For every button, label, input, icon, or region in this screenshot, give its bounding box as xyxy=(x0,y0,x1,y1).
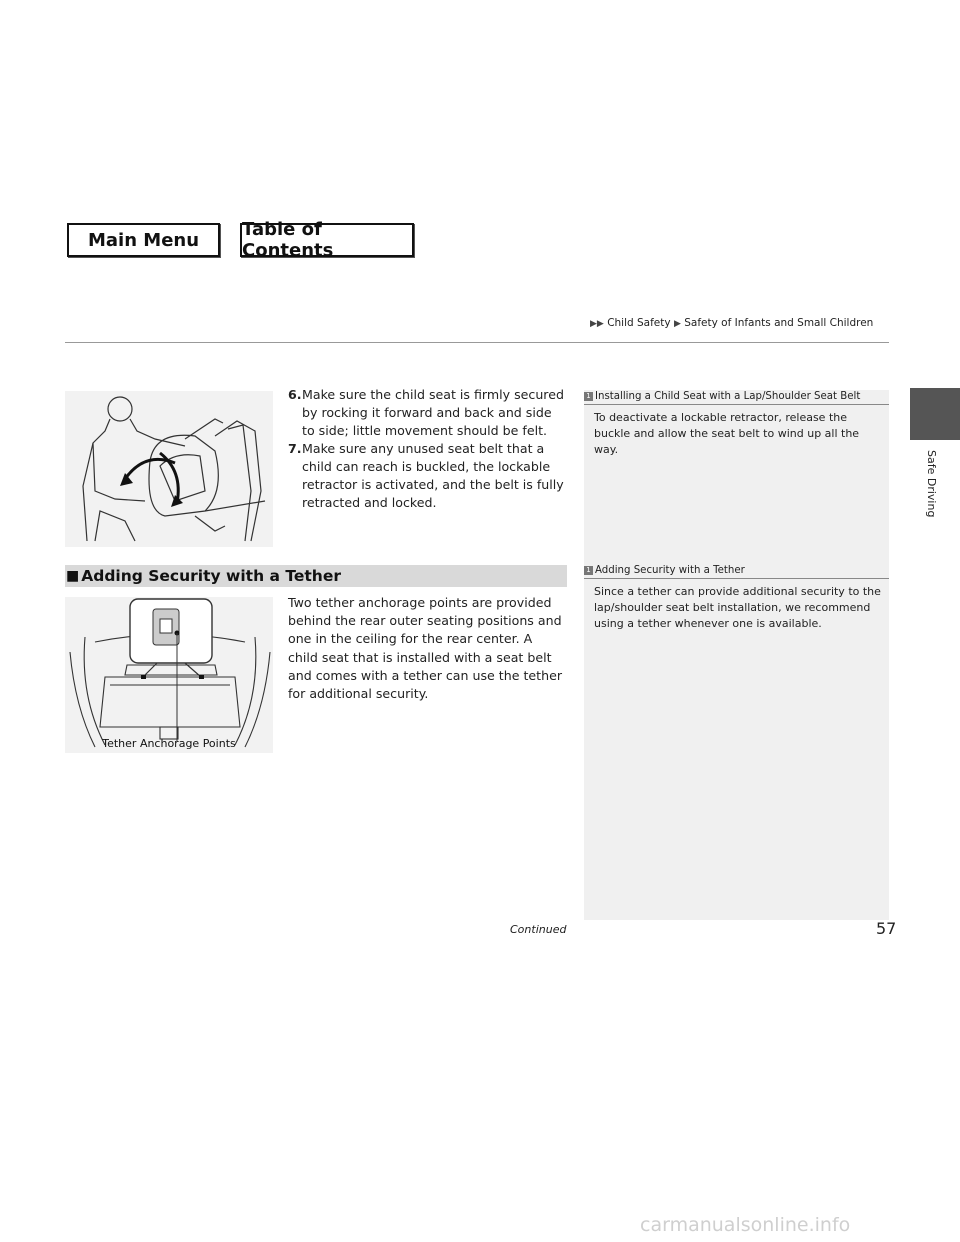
continued-label: Continued xyxy=(510,923,567,936)
note-icon: 1 xyxy=(584,566,593,575)
installation-steps xyxy=(288,386,568,512)
note-title: Adding Security with a Tether xyxy=(595,565,745,576)
step-number: 7. xyxy=(288,441,302,456)
note-title: Installing a Child Seat with a Lap/Shoulder Seat Belt xyxy=(595,391,861,402)
square-bullet-icon: ■ xyxy=(66,568,80,584)
note-body: To deactivate a lockable retractor, release the buckle and allow the seat belt to wind up all the way. xyxy=(594,411,860,456)
note-icon: 1 xyxy=(584,392,593,401)
note-heading xyxy=(584,565,889,579)
page-number: 57 xyxy=(876,919,897,938)
watermark: carmanualsonline.info xyxy=(640,1214,851,1236)
step-6 xyxy=(288,386,568,440)
step-7 xyxy=(288,440,568,512)
section-heading xyxy=(65,565,567,587)
breadcrumb-item-infants: Safety of Infants and Small Children xyxy=(684,317,874,329)
step-text: Make sure any unused seat belt that a child can reach is buckled, the lockable retractor is activated, and the belt is fully retracted and locked. xyxy=(302,441,564,510)
main-menu-button[interactable]: Main Menu xyxy=(67,223,220,257)
breadcrumb-arrow-icon: ▶ xyxy=(673,319,681,329)
table-of-contents-button[interactable]: Table of Contents xyxy=(240,223,414,257)
chapter-tab xyxy=(910,388,960,440)
tether-anchorage-label: Tether Anchorage Points xyxy=(102,737,236,750)
note-body: Since a tether can provide additional security to the lap/shoulder seat belt installation, we recommend using a tether whenever one is available. xyxy=(594,585,881,630)
breadcrumb-arrow-icon: ▶▶ xyxy=(590,319,604,329)
tether-anchorage-illustration xyxy=(65,597,273,753)
chapter-tab-label: Safe Driving xyxy=(925,450,938,518)
notes-panel xyxy=(584,390,889,920)
cargo-area-drawing xyxy=(65,597,273,753)
tether-description: Two tether anchorage points are provided behind the rear outer seating positions and one in the ceiling for the rear center. A child seat that is installed with a seat belt and comes with a tether can use the tether for additional security. xyxy=(288,595,563,702)
child-seat-drawing xyxy=(65,391,273,547)
step-text: Make sure the child seat is firmly secured by rocking it forward and back and side to side; little movement should be felt. xyxy=(302,387,564,438)
section-title: Adding Security with a Tether xyxy=(81,567,341,585)
header-divider xyxy=(65,342,889,343)
step-number: 6. xyxy=(288,387,302,402)
note-heading xyxy=(584,391,889,405)
breadcrumb-item-child-safety: Child Safety xyxy=(607,317,671,329)
child-seat-illustration xyxy=(65,391,273,547)
breadcrumb xyxy=(590,317,873,329)
